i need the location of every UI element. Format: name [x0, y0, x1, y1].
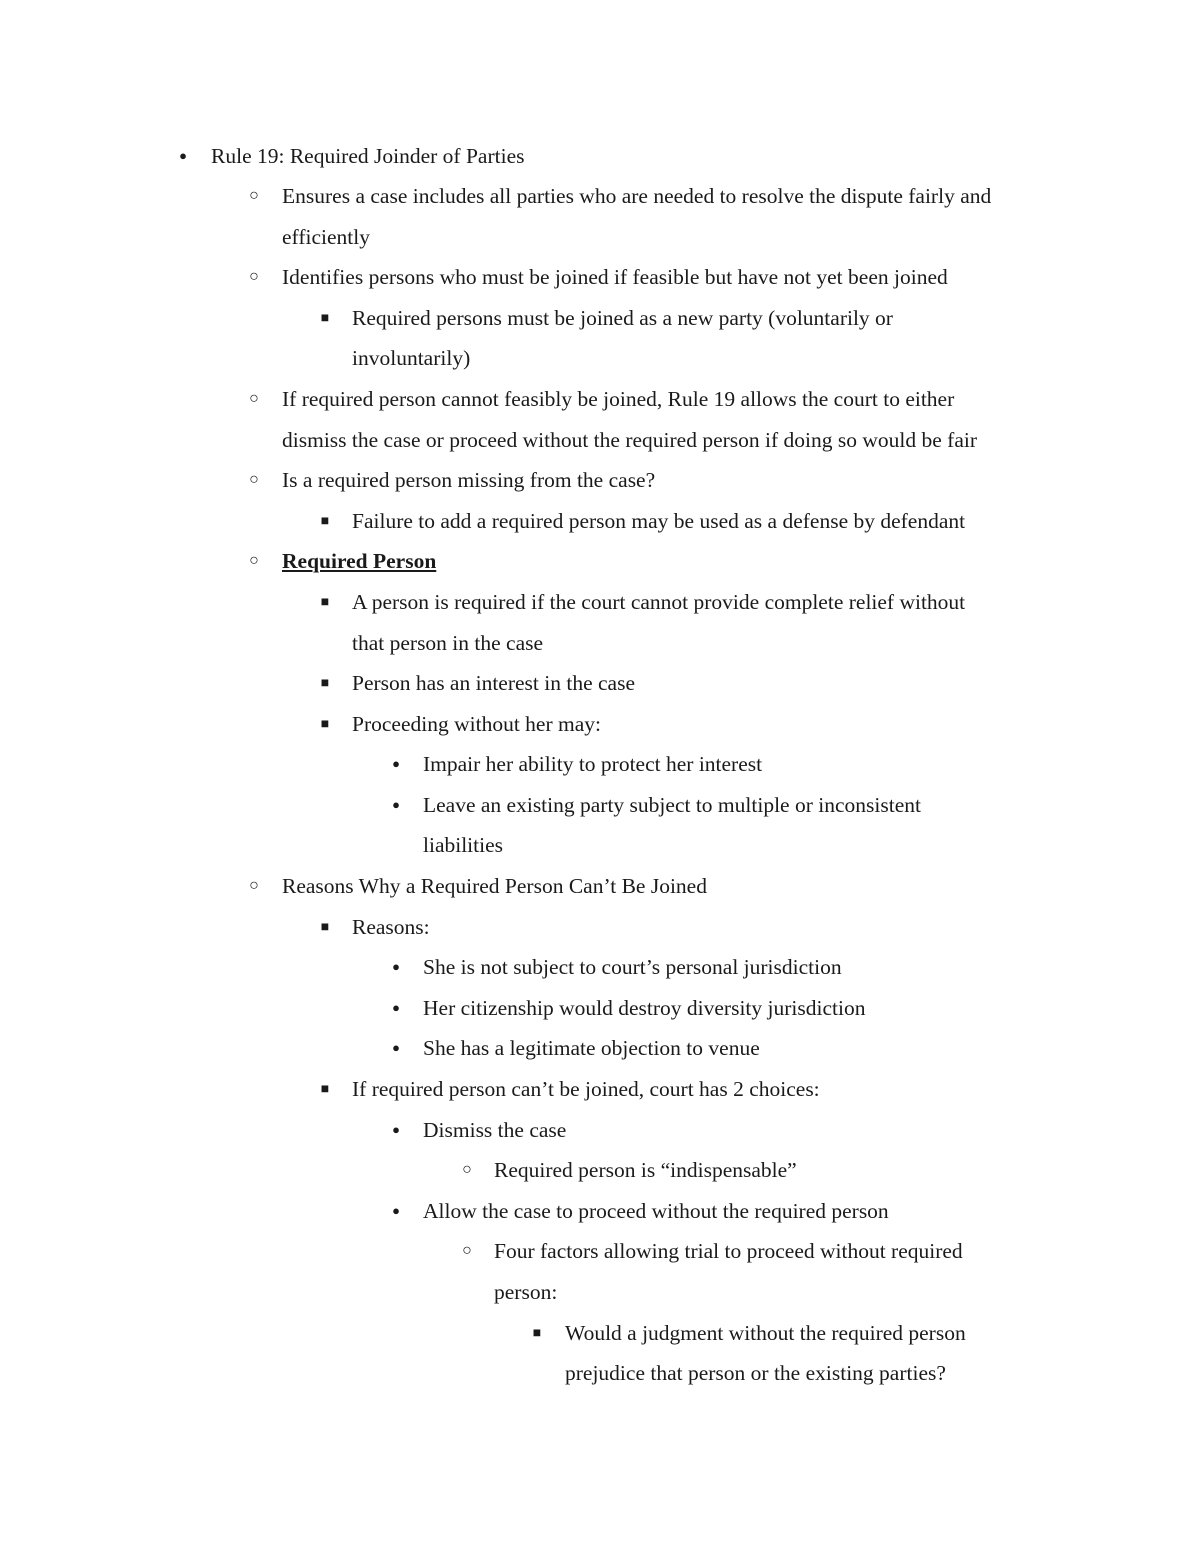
list-item: If required person can’t be joined, court has 2 choices: [352, 1077, 820, 1101]
list-item: She is not subject to court’s personal jurisdiction [423, 955, 842, 979]
list-item: If required person cannot feasibly be joined, Rule 19 allows the court to either [282, 387, 955, 411]
bullet-square-icon [527, 1313, 547, 1355]
list-item-continuation: liabilities [423, 833, 504, 857]
bullet-square-icon [315, 501, 335, 543]
bullet-disc-icon [386, 1110, 406, 1151]
bullet-circle-icon [244, 257, 264, 298]
list-item: Is a required person missing from the case? [282, 468, 656, 492]
list-item: Her citizenship would destroy diversity jurisdiction [423, 996, 866, 1020]
list-item: Ensures a case includes all parties who are needed to resolve the dispute fairly and [282, 184, 992, 208]
list-item-continuation: that person in the case [352, 631, 544, 655]
list-item: Allow the case to proceed without the required person [423, 1199, 889, 1223]
list-item-continuation: person: [494, 1280, 558, 1304]
list-item: Required persons must be joined as a new party (voluntarily or [352, 306, 893, 330]
bullet-disc-icon [386, 1191, 406, 1232]
bullet-disc-icon [386, 1028, 406, 1069]
bullet-square-icon [315, 582, 335, 624]
list-item: She has a legitimate objection to venue [423, 1036, 760, 1060]
list-item: Proceeding without her may: [352, 712, 601, 736]
bullet-circle-icon [244, 541, 264, 582]
list-item: Rule 19: Required Joinder of Parties [211, 144, 525, 168]
list-item: Identifies persons who must be joined if feasible but have not yet been joined [282, 265, 948, 289]
bullet-square-icon [315, 663, 335, 705]
bullet-circle-icon [244, 866, 264, 907]
bullet-circle-icon [244, 379, 264, 420]
list-item: A person is required if the court cannot provide complete relief without [352, 590, 966, 614]
list-item-continuation: prejudice that person or the existing parties? [565, 1361, 946, 1385]
section-heading-required-person: Required Person [282, 549, 437, 573]
list-item: Reasons Why a Required Person Can’t Be Joined [282, 874, 707, 898]
list-item: Four factors allowing trial to proceed without required [494, 1239, 963, 1263]
bullet-disc-icon [386, 785, 406, 826]
bullet-circle-icon [457, 1150, 477, 1191]
list-item: Impair her ability to protect her interest [423, 752, 763, 776]
bullet-disc-icon [386, 988, 406, 1029]
list-item: Dismiss the case [423, 1118, 567, 1142]
bullet-circle-icon [244, 460, 264, 501]
bullet-circle-icon [244, 176, 264, 217]
list-item: Required person is “indispensable” [494, 1158, 797, 1182]
bullet-disc-icon [386, 744, 406, 785]
list-item: Leave an existing party subject to multiple or inconsistent [423, 793, 921, 817]
list-item: Reasons: [352, 915, 430, 939]
bullet-square-icon [315, 1069, 335, 1111]
list-item: Failure to add a required person may be used as a defense by defendant [352, 509, 966, 533]
list-item: Would a judgment without the required person [565, 1321, 966, 1345]
bullet-square-icon [315, 298, 335, 340]
bullet-disc-icon [386, 947, 406, 988]
list-item-continuation: dismiss the case or proceed without the required person if doing so would be fair [282, 428, 977, 452]
bullet-square-icon [315, 907, 335, 949]
list-item: Person has an interest in the case [352, 671, 635, 695]
bullet-circle-icon [457, 1231, 477, 1272]
bullet-square-icon [315, 704, 335, 746]
bullet-disc-icon [173, 136, 193, 177]
list-item-continuation: involuntarily) [352, 346, 471, 370]
list-item-continuation: efficiently [282, 225, 370, 249]
